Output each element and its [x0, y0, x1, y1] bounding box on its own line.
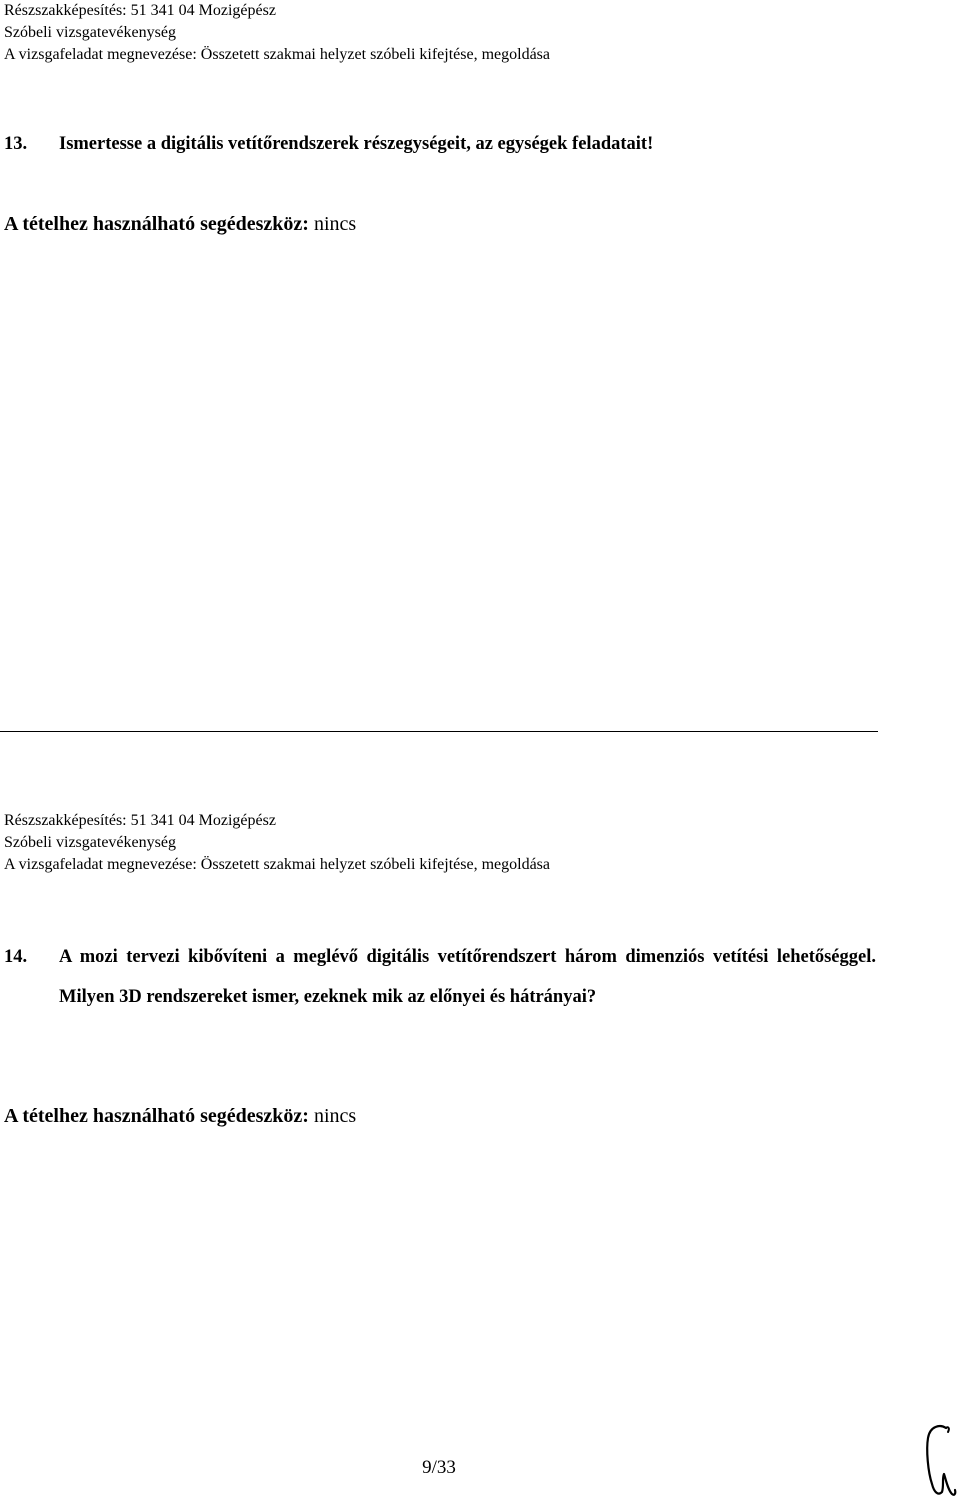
page-header-bottom [4, 810, 550, 876]
task-name-line: A vizsgafeladat megnevezése: Összetett szakmai helyzet szóbeli kifejtése, megoldása [4, 46, 550, 63]
aid-line-13 [4, 211, 356, 237]
exam-activity-line: Szóbeli vizsgatevékenység [4, 24, 176, 41]
aid-label: A tételhez használható segédeszköz: [4, 213, 309, 235]
question-text: Ismertesse a digitális vetítőrendszerek részegységeit, az egységek feladatait! [59, 134, 654, 154]
page-separator [0, 731, 878, 732]
page-number: 9/33 [422, 1457, 456, 1478]
aid-line-14 [4, 1103, 356, 1129]
aid-value: nincs [313, 1105, 357, 1127]
question-number: 14. [4, 947, 28, 967]
question-13 [4, 124, 876, 164]
exam-activity-line: Szóbeli vizsgatevékenység [4, 834, 176, 851]
qualification-line: Részszakképesítés: 51 341 04 Mozigépész [4, 812, 276, 829]
page-header-top [4, 0, 550, 66]
signature-icon [918, 1420, 958, 1500]
question-number: 13. [4, 134, 28, 154]
question-14 [4, 937, 876, 1017]
qualification-line: Részszakképesítés: 51 341 04 Mozigépész [4, 2, 276, 19]
aid-value: nincs [313, 213, 357, 235]
aid-label: A tételhez használható segédeszköz: [4, 1105, 309, 1127]
question-text: A mozi tervezi kibővíteni a meglévő digitális vetítőrendszert három dimenziós vetítési lehetőséggel. Milyen 3D rendszereket ismer, ezeknek mik az előnyei és hátrányai? [59, 947, 876, 1007]
task-name-line: A vizsgafeladat megnevezése: Összetett szakmai helyzet szóbeli kifejtése, megoldása [4, 856, 550, 873]
